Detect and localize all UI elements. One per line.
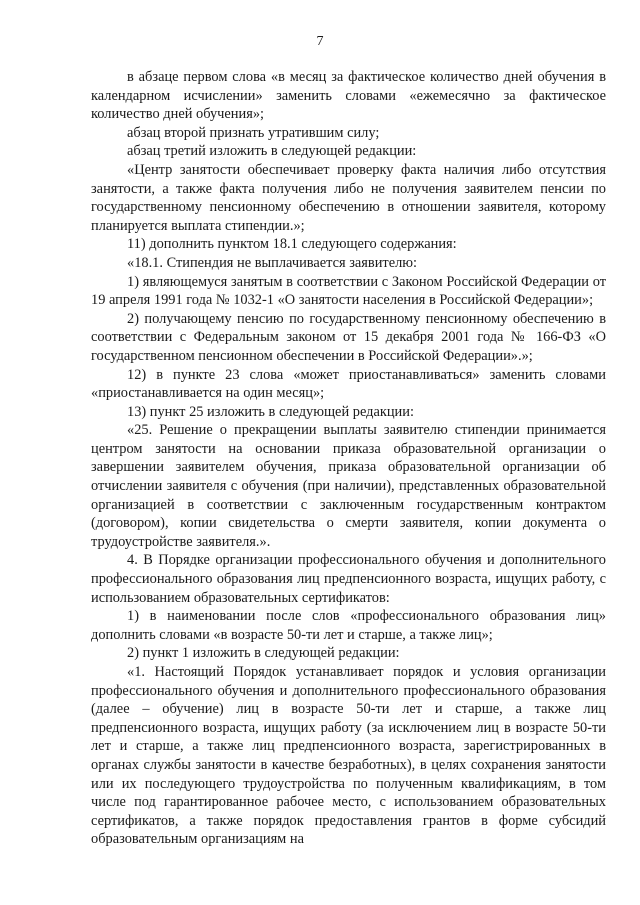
paragraph: 1) в наименовании после слов «профессионального образования лиц» дополнить словами «в возрасте 50-ти лет и старше, а также лиц»; <box>91 608 606 643</box>
page-number: 7 <box>316 34 324 49</box>
paragraph: 11) дополнить пунктом 18.1 следующего содержания: <box>127 236 457 253</box>
paragraph: абзац третий изложить в следующей редакции: <box>127 143 417 160</box>
paragraph: абзац второй признать утратившим силу; <box>127 124 380 141</box>
paragraph: в абзаце первом слова «в месяц за фактическое количество дней обучения в календарном исчислении» заменить словами «ежемесячно за фактическое количество дней обучения»; <box>91 69 606 123</box>
paragraph: 12) в пункте 23 слова «может приостанавливаться» заменить словами «приостанавливается на один месяц»; <box>91 366 606 402</box>
paragraph: 4. В Порядке организации профессионального обучения и дополнительного профессионального образования лиц предпенсионного возраста, ищущих работу, с использованием образовательных сертификатов: <box>91 552 606 606</box>
paragraph: «Центр занятости обеспечивает проверку факта наличия либо отсутствия занятости, а также факта получения либо не получения заявителем пенсии по государственному пенсионному обеспечению в отношении заявителя, которому планируется выплата стипендии.»; <box>91 161 606 234</box>
paragraph: 1) являющемуся занятым в соответствии с Законом Российской Федерации от 19 апреля 1991 года № 1032-1 «О занятости населения в Российской Федерации»; <box>91 273 606 309</box>
paragraph: «25. Решение о прекращении выплаты заявителю стипендии принимается центром занятости на основании приказа образовательной организации о завершении заявителем обучения, приказа образовательной организации об отчислении заявителя с обучения (при наличии), представленных образовательной организацией в соответствии с заключенным государственным контрактом (договором), копии свидетельства о смерти заявителя, копии документа о трудоустройстве заявителя.». <box>91 422 606 550</box>
paragraph: «1. Настоящий Порядок устанавливает порядок и условия организации профессионального обучения и дополнительного профессионального образования (далее – обучение) лиц в возрасте 50-ти лет и старше, а также лиц предпенсионного возраста, ищущих работу (за исключением лиц в возрасте 50-ти лет и старше, а также лиц предпенсионного возраста, зарегистрированных в органах службы занятости в качестве безработных), в целях сохранения занятости или их последующего трудоустройства по полученным квалификациям, в том числе под гарантированное рабочее место, с использованием образовательных сертификатов, а также порядок предоставления грантов в форме субсидий образовательным организациям на <box>91 664 606 848</box>
paragraph: 2) получающему пенсию по государственному пенсионному обеспечению в соответствии с Федеральным законом от 15 декабря 2001 года № 166-ФЗ «О государственном пенсионном обеспечении в Российской Федерации».»; <box>91 310 606 364</box>
paragraph: «18.1. Стипендия не выплачивается заявителю: <box>127 254 418 271</box>
paragraph: 13) пункт 25 изложить в следующей редакции: <box>127 403 414 420</box>
document-body <box>91 68 606 849</box>
paragraph: 2) пункт 1 изложить в следующей редакции: <box>127 645 400 662</box>
